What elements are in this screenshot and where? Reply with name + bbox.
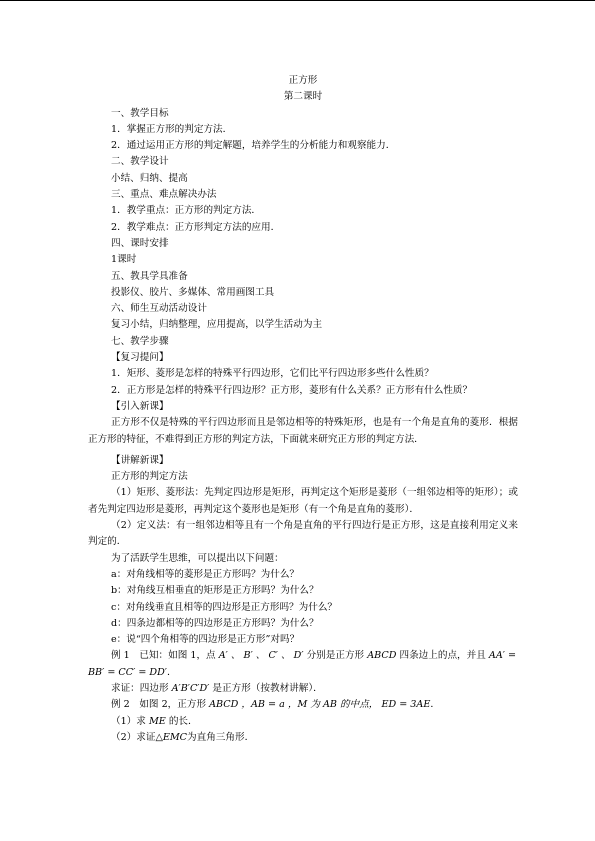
- doc-line: 【引入新课】: [111, 400, 169, 412]
- ex2-text-a: 例 2 如图 2，正方形: [111, 699, 207, 711]
- method-2: （2）定义法：有一组邻边相等且有一个角是直角的平行四边行是正方形，这是直接利用定义来判定的．: [88, 520, 518, 548]
- doc-line: 二、教学设计: [111, 156, 169, 168]
- doc-line: 【复习提问】: [111, 352, 169, 364]
- example-2-q2: [88, 730, 518, 746]
- example-1: [88, 648, 518, 681]
- lecture-heading: 【讲解新课】: [111, 454, 169, 466]
- example-1-prove: [88, 681, 518, 697]
- intro-paragraph: 正方形不仅是特殊的平行四边形而且是邻边相等的特殊矩形，也是有一个角是直角的菱形．根据正方形的特征，不难得到正方形的判定方法，下面就来研究正方形的判定方法．: [88, 417, 518, 445]
- ex2-midpoint: ，M 为 AB 的中点，: [287, 699, 379, 711]
- doc-line: 1课时: [111, 254, 137, 266]
- document-page: [88, 73, 518, 746]
- question-item: c：对角线垂直且相等的四边形是正方形吗？为什么？: [111, 601, 338, 613]
- question-item: a：对角线相等的菱形是正方形吗？为什么？: [111, 568, 300, 580]
- doc-line: 投影仪、胶片、多媒体、常用画图工具: [111, 286, 275, 298]
- ex2-q2-b: 为直角三角形．: [187, 731, 255, 743]
- page-top-border: [0, 0, 595, 1]
- ex2-ab: ，AB = a: [241, 699, 285, 711]
- doc-title: 正方形: [288, 75, 318, 86]
- doc-line: 2．正方形是怎样的特殊平行四边形？正方形，菱形有什么关系？正方形有什么性质？: [111, 384, 473, 396]
- ex1-prove-a: 求证：四边形: [111, 682, 169, 694]
- ex1-end: ．: [166, 666, 177, 678]
- example-2-q1: [88, 714, 518, 730]
- doc-line: 1．矩形、菱形是怎样的特殊平行四边形，它们比平行四边形多些什么性质？: [111, 368, 434, 380]
- method-1: （1）矩形、菱形法：先判定四边形是矩形，再判定这个矩形是菱形（一组邻边相等的矩形）；或者先判定四边形是菱形，再判定这个菱形也是矩形（有一个角是直角的菱形）．: [88, 487, 518, 515]
- ex1-points: A′ 、 B′ 、 C′ 、 D′: [218, 650, 304, 662]
- question-item: d：四条边都相等的四边形是正方形吗？为什么？: [111, 617, 319, 629]
- example-2: [88, 697, 518, 713]
- doc-line: 2．通过运用正方形的判定解题，培养学生的分析能力和观察能力．: [111, 140, 396, 152]
- doc-line: 一、教学目标: [111, 107, 169, 119]
- ex2-q2-emc: EMC: [162, 731, 188, 743]
- ex1-text-b: 分别是正方形: [306, 650, 365, 662]
- doc-line: 1．掌握正方形的判定方法．: [111, 123, 233, 135]
- ex1-equation: AA′ = BB′ = CC′ = DD′: [88, 650, 517, 678]
- doc-line: 三、重点、难点解决办法: [111, 189, 217, 201]
- ex2-ed: ED = 3AE: [381, 699, 431, 711]
- ex2-q1-b: 的长．: [168, 715, 198, 727]
- ex1-text-a: 例 1 已知：如图 1，点: [111, 650, 216, 662]
- question-item: e：说“四个角相等的四边形是正方形”对吗？: [111, 634, 300, 646]
- doc-line: 七、教学步骤: [111, 335, 169, 347]
- doc-line: 复习小结，归纳整理，应用提高，以学生活动为主: [111, 319, 323, 331]
- doc-line: 四、课时安排: [111, 237, 169, 249]
- ex2-q1-a: （1）求: [111, 715, 146, 727]
- question-item: b：对角线互相垂直的矩形是正方形吗？为什么？: [111, 585, 319, 597]
- ex2-square-name: ABCD: [209, 699, 239, 711]
- doc-line: 六、师生互动活动设计: [111, 303, 207, 315]
- ex1-text-c: 四条边上的点，并且: [399, 650, 486, 662]
- doc-line: 五、教具学具准备: [111, 270, 188, 282]
- doc-line: 2．教学难点：正方形判定方法的应用．: [111, 221, 281, 233]
- activity-lead: 为了活跃学生思维，可以提出以下问题：: [111, 552, 284, 564]
- ex1-prove-quad: A′B′C′D′: [171, 682, 210, 694]
- ex2-q2-a: （2）求证△: [111, 731, 163, 743]
- ex1-prove-b: 是正方形（按教材讲解）．: [212, 682, 323, 694]
- method-title: 正方形的判定方法: [111, 471, 188, 483]
- ex2-q1-me: ME: [148, 715, 166, 727]
- doc-line: 1．教学重点：正方形的判定方法．: [111, 205, 262, 217]
- ex2-end: ．: [430, 699, 440, 711]
- doc-line: 小结、归纳、提高: [111, 172, 188, 184]
- doc-subtitle: 第二课时: [283, 91, 323, 103]
- ex1-square-name: ABCD: [367, 650, 397, 662]
